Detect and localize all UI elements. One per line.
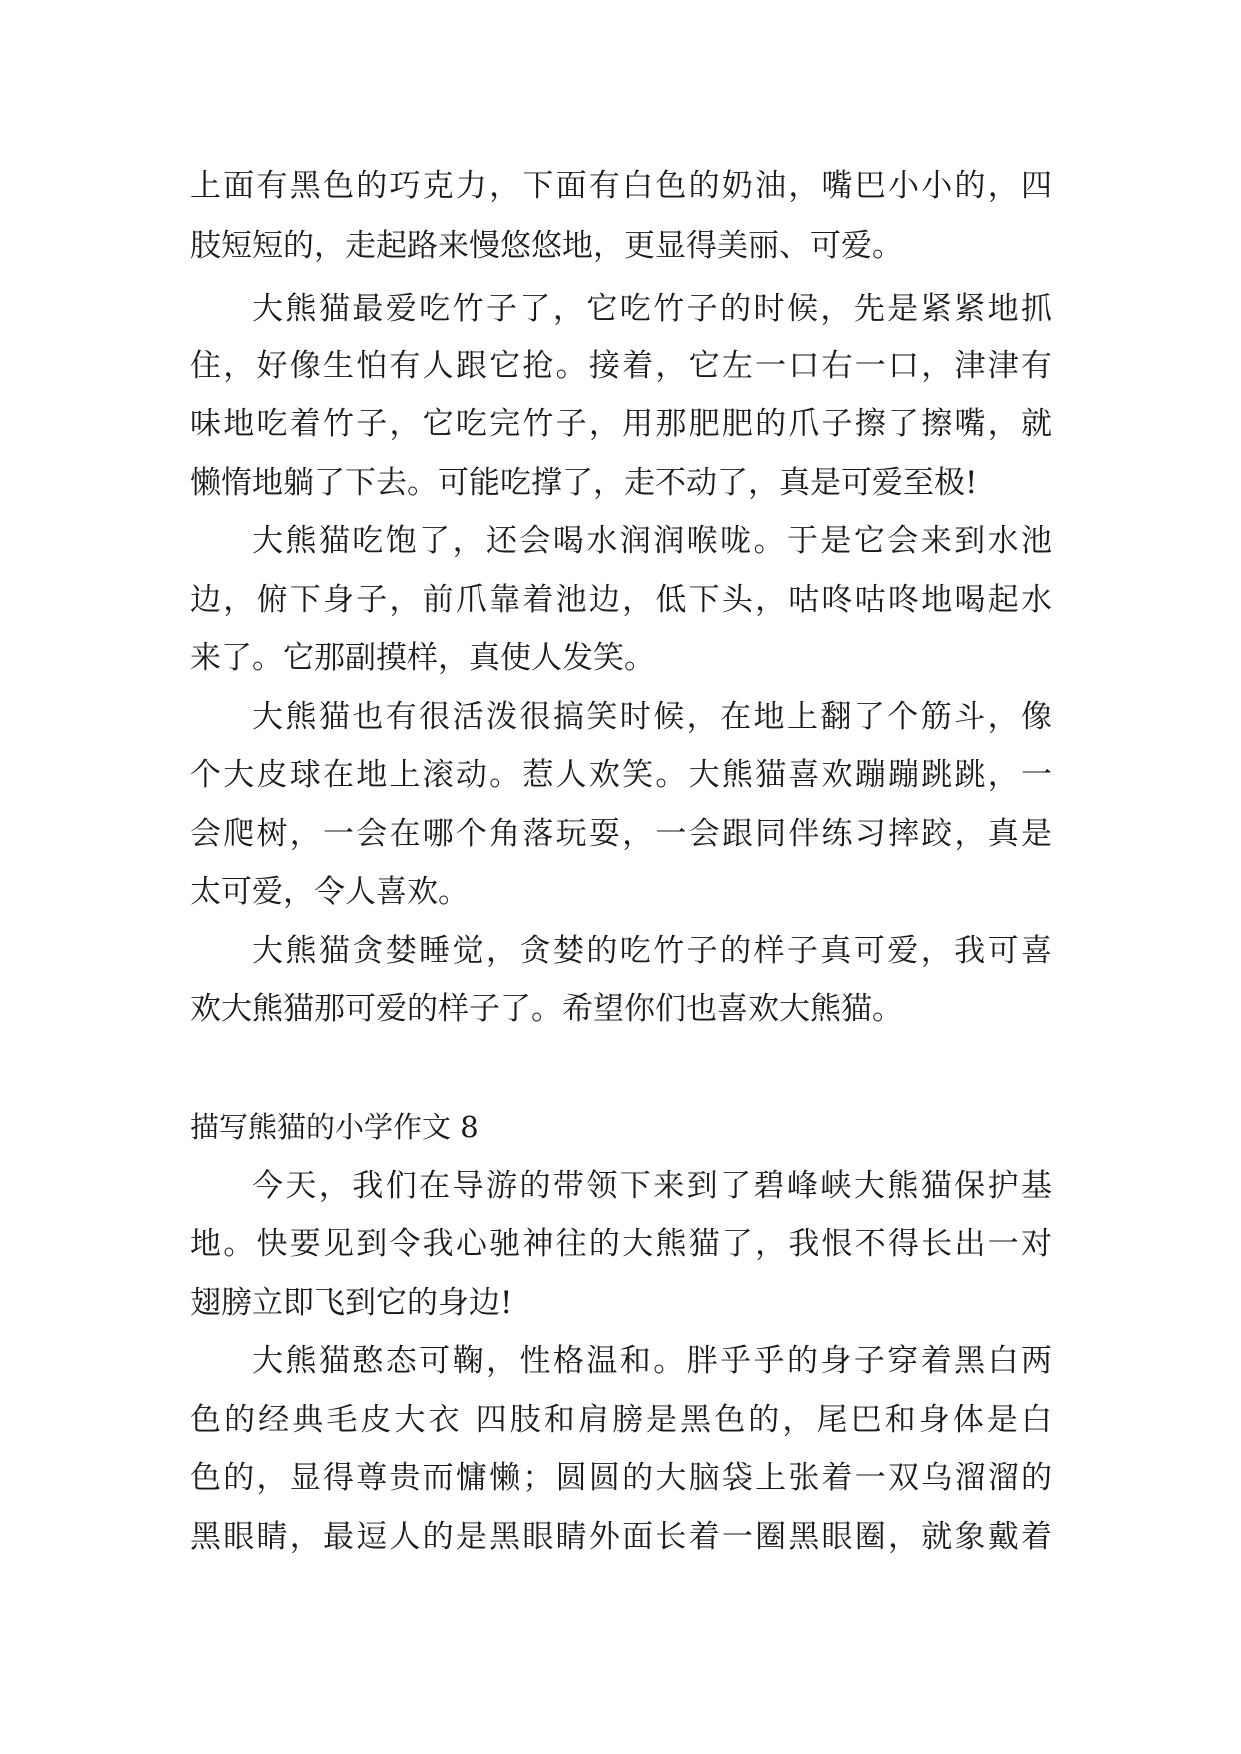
paragraph-line: 边，俯下身子，前爪靠着池边，低下头，咕咚咕咚地喝起水: [190, 582, 1052, 618]
paragraph-line: 个大皮球在地上滚动。惹人欢笑。大熊猫喜欢蹦蹦跳跳，一: [190, 757, 1052, 793]
paragraph-line: 翅膀立即飞到它的身边!: [190, 1285, 513, 1321]
paragraph-line: 肢短短的，走起路来慢悠悠地，更显得美丽、可爱。: [190, 228, 903, 264]
paragraph-line: 懒惰地躺了下去。可能吃撑了，走不动了，真是可爱至极!: [190, 465, 978, 501]
paragraph-line: 黑眼睛，最逗人的是黑眼睛外面长着一圈黑眼圈，就象戴着: [190, 1519, 1052, 1555]
paragraph-line: 住，好像生怕有人跟它抢。接着，它左一口右一口，津津有: [190, 348, 1052, 384]
paragraph-line: 味地吃着竹子，它吃完竹子，用那肥肥的爪子擦了擦嘴，就: [190, 406, 1052, 442]
paragraph-line: 色的经典毛皮大衣 四肢和肩膀是黑色的，尾巴和身体是白: [190, 1402, 1052, 1438]
paragraph-line: 会爬树，一会在哪个角落玩耍，一会跟同伴练习摔跤，真是: [190, 816, 1052, 852]
paragraph-line: 上面有黑色的巧克力，下面有白色的奶油，嘴巴小小的，四: [190, 168, 1052, 204]
paragraph-line: 大熊猫憨态可鞠，性格温和。胖乎乎的身子穿着黑白两: [252, 1343, 1052, 1379]
paragraph-line: 大熊猫也有很活泼很搞笑时候，在地上翻了个筋斗，像: [252, 699, 1052, 735]
paragraph-line: 色的，显得尊贵而慵懒；圆圆的大脑袋上张着一双乌溜溜的: [190, 1460, 1052, 1496]
paragraph-line: 来了。它那副摸样，真使人发笑。: [190, 640, 655, 676]
paragraph-line: 太可爱，令人喜欢。: [190, 874, 469, 910]
paragraph-line: 地。快要见到令我心驰神往的大熊猫了，我恨不得长出一对: [190, 1226, 1052, 1262]
paragraph-line: 大熊猫贪婪睡觉，贪婪的吃竹子的样子真可爱，我可喜: [252, 933, 1052, 969]
section-heading: 描写熊猫的小学作文 8: [190, 1110, 479, 1144]
paragraph-line: 大熊猫吃饱了，还会喝水润润喉咙。于是它会来到水池: [252, 523, 1052, 559]
paragraph-line: 欢大熊猫那可爱的样子了。希望你们也喜欢大熊猫。: [190, 991, 903, 1027]
paragraph-line: 今天，我们在导游的带领下来到了碧峰峡大熊猫保护基: [252, 1168, 1052, 1204]
paragraph-line: 大熊猫最爱吃竹子了，它吃竹子的时候，先是紧紧地抓: [252, 291, 1052, 327]
